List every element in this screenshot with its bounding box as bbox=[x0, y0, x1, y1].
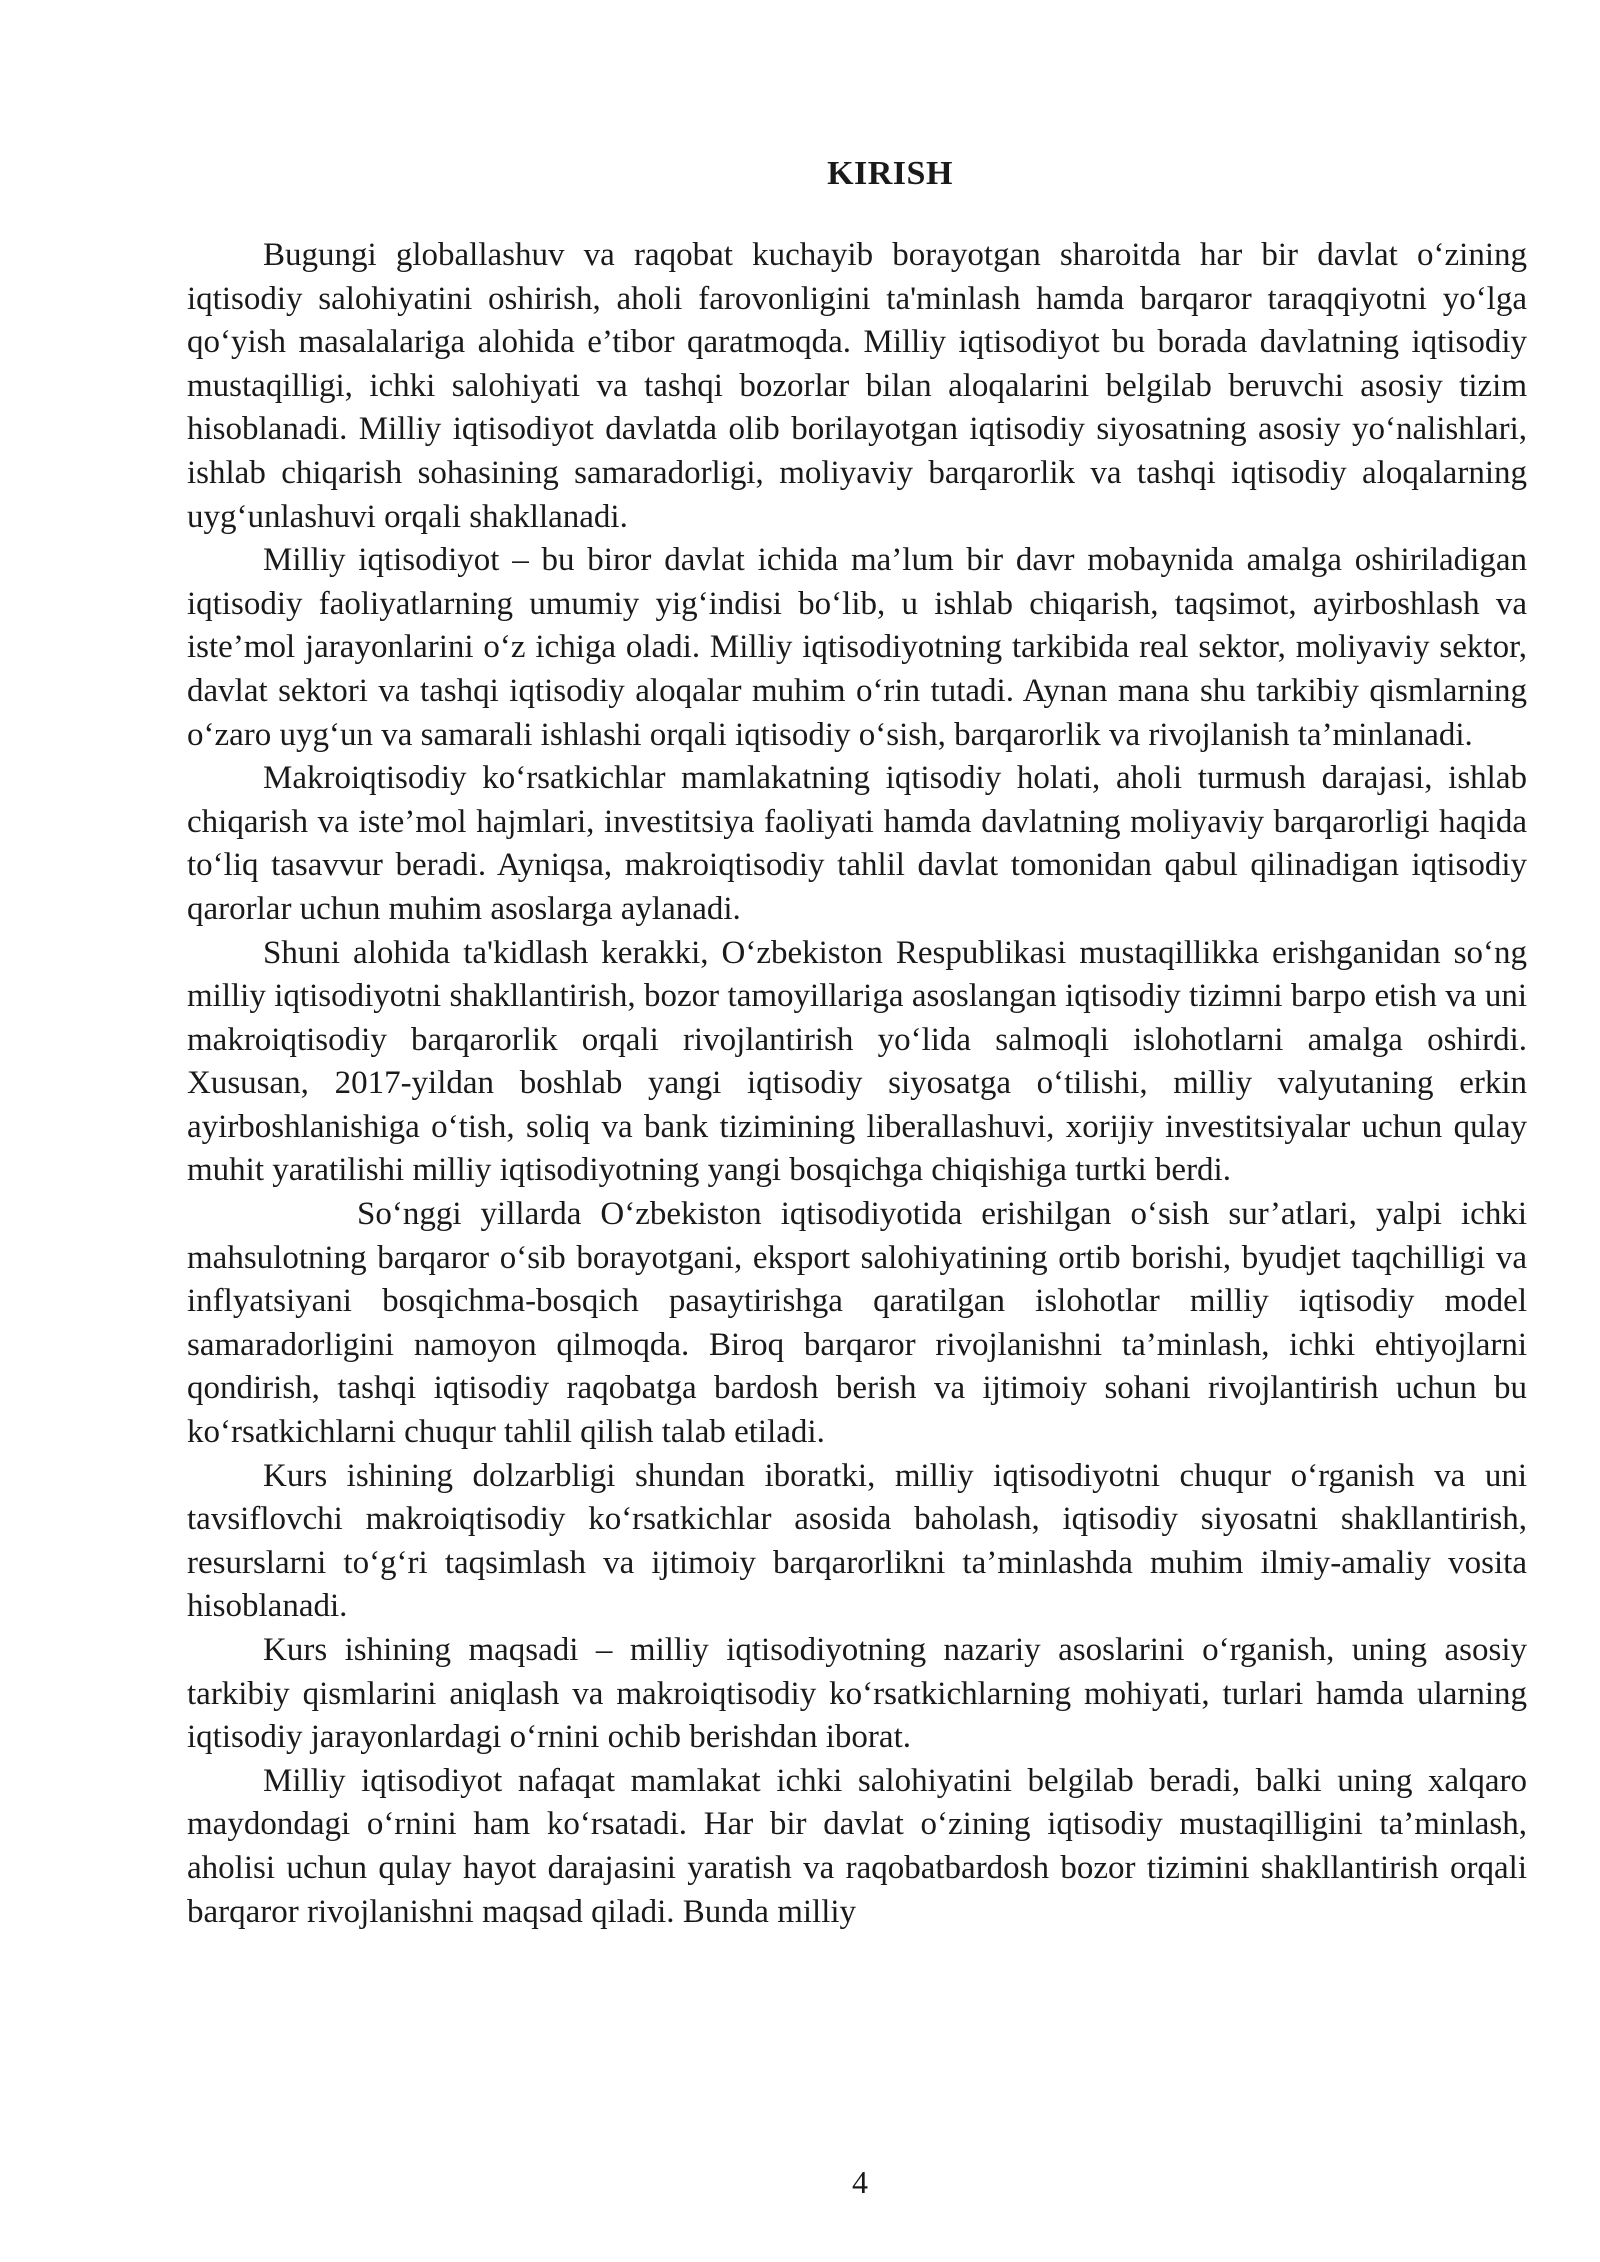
page-number: 4 bbox=[852, 2164, 868, 2200]
paragraph-1: Bugungi globallashuv va raqobat kuchayib borayotgan sharoitda har bir davlat o‘zining iqtisodiy salohiyatini oshirish, aholi farovonligini ta'minlash hamda barqaror taraqqiyotni yo‘lga qo‘yish masalalariga alohida e’tibor qaratmoqda. Milliy iqtisodiyot bu borada davlatning iqtisodiy mustaqilligi, ichki salohiyati va tashqi bozorlar bilan aloqalarini belgilab beruvchi asosiy tizim hisoblanadi. Milliy iqtisodiyot davlatda olib borilayotgan iqtisodiy siyosatning asosiy yo‘nalishlari, ishlab chiqarish sohasining samaradorligi, moliyaviy barqarorlik va tashqi iqtisodiy aloqalarning uyg‘unlashuvi orqali shakllanadi. bbox=[187, 237, 1527, 535]
paragraph-5: So‘nggi yillarda O‘zbekiston iqtisodiyotida erishilgan o‘sish sur’atlari, yalpi ichki mahsulotning barqaror o‘sib borayotgani, eksport salohiyatining ortib borishi, byudjet taqchilligi va inflyatsiyani bosqichma-bosqich pasaytirishga qaratilgan islohotlar milliy iqtisodiy model samaradorligini namoyon qilmoqda. Biroq barqaror rivojlanishni ta’minlash, ichki ehtiyojlarni qondirish, tashqi iqtisodiy raqobatga bardosh berish va ijtimoiy sohani rivojlantirish uchun bu ko‘rsatkichlarni chuqur tahlil qilish talab etiladi. bbox=[187, 1196, 1527, 1451]
body-text bbox=[187, 234, 1527, 1934]
paragraph-4: Shuni alohida ta'kidlash kerakki, O‘zbekiston Respublikasi mustaqillikka erishganidan so‘ng milliy iqtisodiyotni shakllantirish, bozor tamoyillariga asoslangan iqtisodiy tizimni barpo etish va uni makroiqtisodiy barqarorlik orqali rivojlantirish yo‘lida salmoqli islohotlarni amalga oshirdi. Xususan, 2017-yildan boshlab yangi iqtisodiy siyosatga o‘tilishi, milliy valyutaning erkin ayirboshlanishiga o‘tish, soliq va bank tizimining liberallashuvi, xorijiy investitsiyalar uchun qulay muhit yaratilishi milliy iqtisodiyotning yangi bosqichga chiqishiga turtki berdi. bbox=[187, 934, 1527, 1189]
section-heading: KIRISH bbox=[827, 155, 953, 192]
paragraph-2: Milliy iqtisodiyot – bu biror davlat ichida ma’lum bir davr mobaynida amalga oshiriladigan iqtisodiy faoliyatlarning umumiy yig‘indisi bo‘lib, u ishlab chiqarish, taqsimot, ayirboshlash va iste’mol jarayonlarini o‘z ichiga oladi. Milliy iqtisodiyotning tarkibida real sektor, moliyaviy sektor, davlat sektori va tashqi iqtisodiy aloqalar muhim o‘rin tutadi. Aynan mana shu tarkibiy qismlarning o‘zaro uyg‘un va samarali ishlashi orqali iqtisodiy o‘sish, barqarorlik va rivojlanish ta’minlanadi. bbox=[187, 542, 1527, 753]
paragraph-6: Kurs ishining dolzarbligi shundan iboratki, milliy iqtisodiyotni chuqur o‘rganish va uni tavsiflovchi makroiqtisodiy ko‘rsatkichlar asosida baholash, iqtisodiy siyosatni shakllantirish, resurslarni to‘g‘ri taqsimlash va ijtimoiy barqarorlikni ta’minlashda muhim ilmiy-amaliy vosita hisoblanadi. bbox=[187, 1457, 1527, 1625]
paragraph-7: Kurs ishining maqsadi – milliy iqtisodiyotning nazariy asoslarini o‘rganish, uning asosiy tarkibiy qismlarini aniqlash va makroiqtisodiy ko‘rsatkichlarning mohiyati, turlari hamda ularning iqtisodiy jarayonlardagi o‘rnini ochib berishdan iborat. bbox=[187, 1632, 1527, 1756]
paragraph-3: Makroiqtisodiy ko‘rsatkichlar mamlakatning iqtisodiy holati, aholi turmush darajasi, ishlab chiqarish va iste’mol hajmlari, investitsiya faoliyati hamda davlatning moliyaviy barqarorligi haqida to‘liq tasavvur beradi. Ayniqsa, makroiqtisodiy tahlil davlat tomonidan qabul qilinadigan iqtisodiy qarorlar uchun muhim asoslarga aylanadi. bbox=[187, 760, 1527, 927]
paragraph-8: Milliy iqtisodiyot nafaqat mamlakat ichki salohiyatini belgilab beradi, balki uning xalqaro maydondagi o‘rnini ham ko‘rsatadi. Har bir davlat o‘zining iqtisodiy mustaqilligini ta’minlash, aholisi uchun qulay hayot darajasini yaratish va raqobatbardosh bozor tizimini shakllantirish orqali barqaror rivojlanishni maqsad qiladi. Bunda milliy bbox=[187, 1762, 1527, 1930]
